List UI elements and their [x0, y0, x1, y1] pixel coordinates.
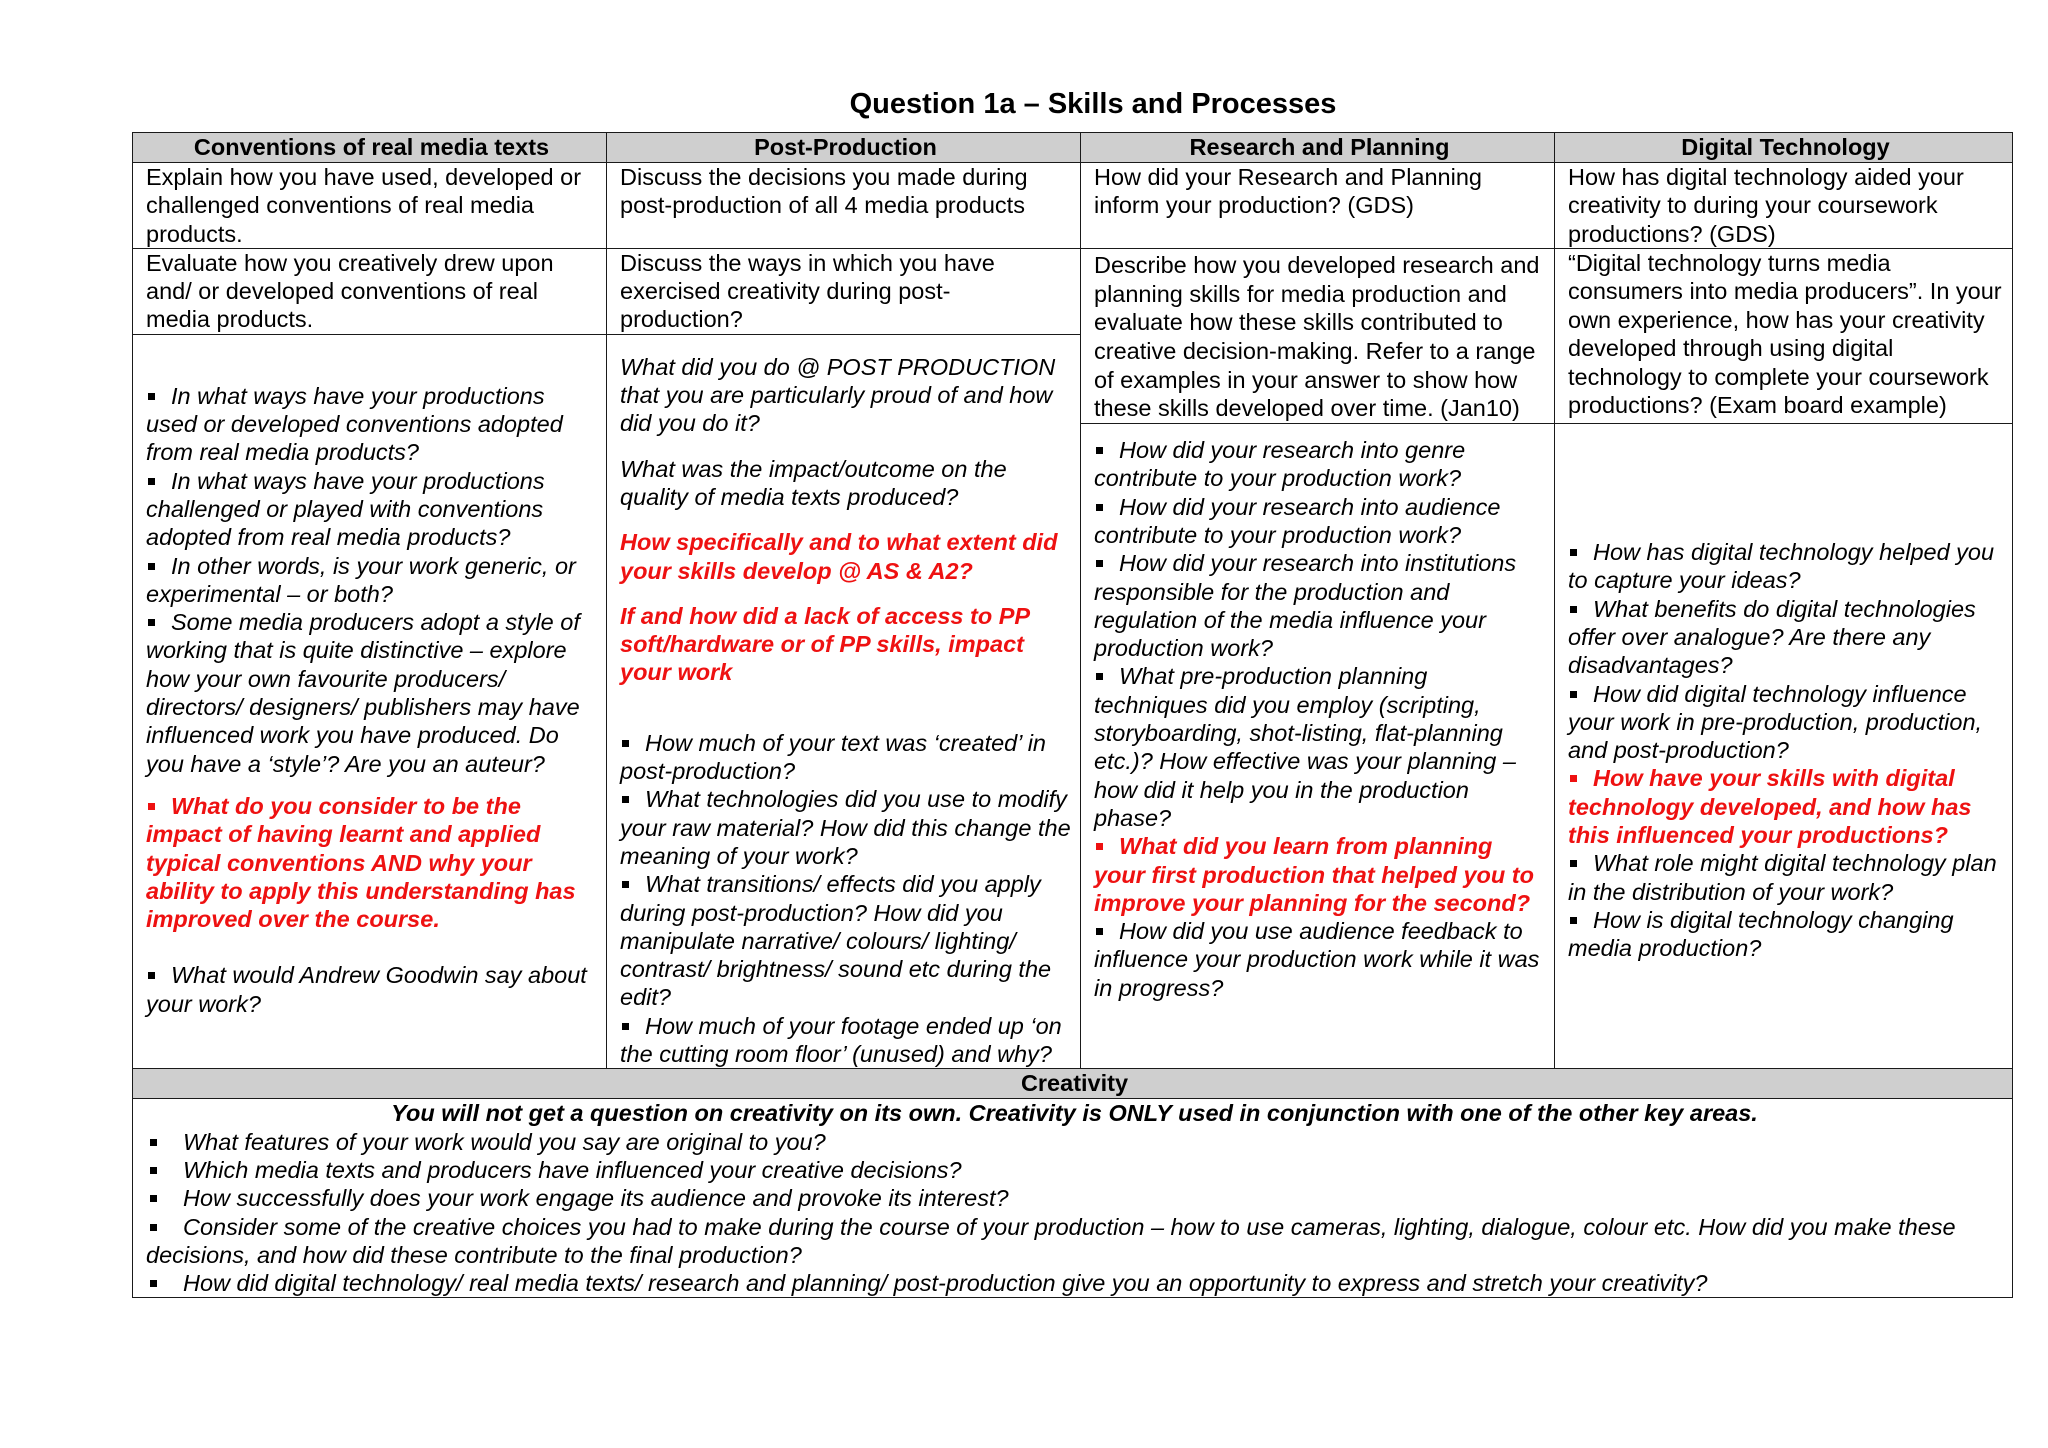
col-header-conventions: Conventions of real media texts: [133, 133, 607, 163]
bullet-icon: [620, 882, 631, 892]
bullet-icon: [1568, 607, 1579, 617]
research-intro-2-text: Describe how you developed research and planning skills for media production and evaluate how these skills contributed to creative decision-making. Refer to a range of examples in your answer to show how these skills developed over time. (Jan10): [1094, 251, 1540, 422]
col-header-research-planning: Research and Planning: [1081, 133, 1555, 163]
intro-row-2: [133, 248, 2013, 334]
creativity-header: Creativity: [133, 1069, 2013, 1099]
list-item: How did your research into institutions responsible for the production and regulation of the media influence your production work?: [1094, 550, 1517, 662]
bullet-icon: [1568, 861, 1579, 871]
bullet-icon: [1568, 550, 1579, 560]
list-item-highlight: What do you consider to be the impact of having learnt and applied typical conventions AND why your ability to apply this understanding has improved over the course.: [146, 792, 576, 933]
bullet-icon: [148, 1140, 159, 1150]
list-item: How successfully does your work engage its audience and provoke its interest?: [146, 1184, 2003, 1212]
conventions-intro-2: Evaluate how you creatively drew upon and/ or developed conventions of real media products.: [133, 248, 607, 334]
paragraph: What was the impact/outcome on the quality of media texts produced?: [620, 455, 1007, 510]
bullet-icon: [1094, 505, 1105, 515]
bullet-icon: [620, 1024, 631, 1034]
bullet-icon: [148, 1281, 159, 1291]
conventions-questions: [133, 334, 607, 1069]
col-header-post-production: Post-Production: [607, 133, 1081, 163]
bullet-icon: [620, 741, 631, 751]
post-production-intro-2: Discuss the ways in which you have exercised creativity during post-production?: [607, 248, 1081, 334]
digital-intro-2-text: “Digital technology turns media consumers into media producers”. In your own experience, how has your creativity developed through using digital technology to complete your coursework productions? (Exam board example): [1568, 249, 2002, 418]
bullet-icon: [148, 1196, 159, 1206]
digital-questions: [1555, 424, 2013, 1069]
bullet-icon: [1094, 929, 1105, 939]
list-item-highlight: How have your skills with digital technology developed, and how has this influenced your productions?: [1568, 765, 1972, 849]
list-item: In what ways have your productions used or developed conventions adopted from real media products?: [146, 382, 563, 466]
bullet-icon: [146, 620, 157, 630]
list-item: Which media texts and producers have influenced your creative decisions?: [146, 1156, 2003, 1184]
creativity-section: [133, 1099, 2013, 1298]
list-item: How is digital technology changing media production?: [1568, 906, 1954, 962]
list-item: How did your research into genre contribute to your production work?: [1094, 437, 1466, 492]
list-item: What technologies did you use to modify your raw material? How did this change the meaning of your work?: [620, 786, 1071, 869]
list-item: What pre-production planning techniques did you employ (scripting, storyboarding, shot-listing, flat-planning etc.)? How effective was your planning – how did it help you in the production phase?: [1094, 663, 1516, 831]
paragraph: What did you do @ POST PRODUCTION that you are particularly proud of and how did you do it?: [620, 353, 1056, 437]
post-production-questions: [607, 334, 1081, 1069]
bullet-icon: [1094, 561, 1105, 571]
list-item: How much of your footage ended up ‘on the cutting room floor’ (unused) and why?: [620, 1012, 1062, 1068]
list-item: What role might digital technology plan in the distribution of your work?: [1568, 850, 1997, 905]
intro-row-1: [133, 163, 2013, 249]
bullet-icon: [1568, 776, 1579, 786]
header-row: [133, 133, 2013, 163]
bullet-icon: [1568, 692, 1579, 702]
post-production-intro-1: Discuss the decisions you made during post-production of all 4 media products: [607, 163, 1081, 249]
list-item: What would Andrew Goodwin say about your work?: [146, 962, 587, 1017]
page-title: Question 1a – Skills and Processes: [849, 88, 1337, 120]
digital-intro-2: [1555, 248, 2013, 423]
bullet-icon: [620, 797, 631, 807]
list-item: In what ways have your productions challenged or played with conventions adopted from real media products?: [146, 467, 545, 551]
bullet-icon: [146, 394, 157, 404]
list-item: What benefits do digital technologies offer over analogue? Are there any disadvantages?: [1568, 595, 1976, 679]
list-item: How much of your text was ‘created’ in post-production?: [620, 729, 1046, 785]
bullet-icon: [148, 1168, 159, 1178]
bullet-icon: [1094, 844, 1105, 854]
research-intro-1: How did your Research and Planning inform your production? (GDS): [1081, 163, 1555, 249]
paragraph-highlight: If and how did a lack of access to PP soft/hardware or of PP skills, impact your work: [620, 602, 1030, 686]
creativity-body-row: [133, 1099, 2013, 1298]
research-intro-2: [1081, 248, 1555, 423]
list-item: How has digital technology helped you to capture your ideas?: [1568, 539, 1995, 594]
list-item: What features of your work would you say are original to you?: [146, 1128, 2003, 1156]
list-item: How did digital technology/ real media texts/ research and planning/ post-production give you an opportunity to express and stretch your creativity?: [146, 1269, 2003, 1297]
creativity-lead: You will not get a question on creativity on its own. Creativity is ONLY used in conjunction with one of the other key areas.: [391, 1100, 1758, 1127]
bullet-icon: [1094, 674, 1105, 684]
paragraph-highlight: How specifically and to what extent did your skills develop @ AS & A2?: [620, 529, 1058, 584]
list-item: How did you use audience feedback to influence your production work while it was in progress?: [1094, 918, 1540, 1001]
list-item: In other words, is your work generic, or experimental – or both?: [146, 552, 576, 607]
list-item-highlight: What did you learn from planning your first production that helped you to improve your planning for the second?: [1094, 833, 1534, 916]
list-item: How did digital technology influence your work in pre-production, production, and post-production?: [1568, 680, 1983, 764]
conventions-intro-1: Explain how you have used, developed or challenged conventions of real media products.: [133, 163, 607, 249]
digital-intro-1: How has digital technology aided your creativity to during your coursework productions? (GDS): [1555, 163, 2013, 249]
bullet-icon: [148, 1225, 159, 1235]
bullet-icon: [146, 564, 157, 574]
col-header-digital-technology: Digital Technology: [1555, 133, 2013, 163]
bullet-icon: [1568, 918, 1579, 928]
list-item: How did your research into audience contribute to your production work?: [1094, 493, 1501, 548]
list-item: Consider some of the creative choices you had to make during the course of your production – how to use cameras, lighting, dialogue, colour etc. How did you make these decisions, and how did these contribute to the final production?: [146, 1213, 1956, 1268]
list-item: Some media producers adopt a style of working that is quite distinctive – explore how your own favourite producers/ directors/ designers/ publishers may have influenced work you have produced. Do you have a ‘style’? Are you an auteur?: [146, 609, 580, 777]
bullet-icon: [146, 804, 157, 814]
research-questions: [1081, 424, 1555, 1069]
bullet-icon: [146, 479, 157, 489]
creativity-header-row: [133, 1069, 2013, 1099]
skills-table: [132, 132, 2013, 1298]
list-item: What transitions/ effects did you apply during post-production? How did you manipulate narrative/ colours/ lighting/ contrast/ brightness/ sound etc during the edit?: [620, 871, 1052, 1011]
bullet-icon: [146, 973, 157, 983]
bullet-icon: [1094, 448, 1105, 458]
